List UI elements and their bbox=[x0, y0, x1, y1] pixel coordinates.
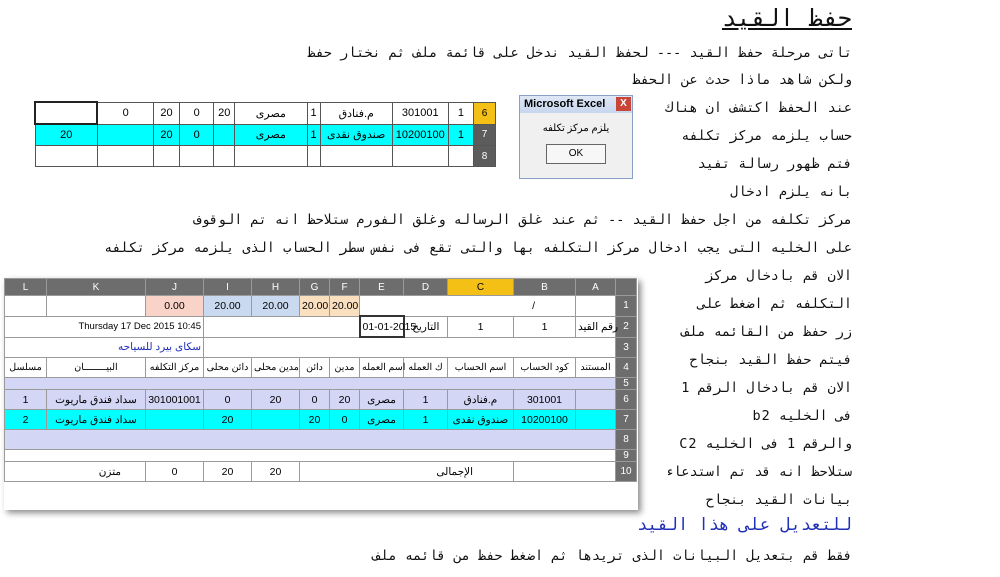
column-titles-row bbox=[5, 358, 637, 378]
cell[interactable] bbox=[47, 296, 146, 317]
cell[interactable] bbox=[146, 410, 204, 430]
sheet-row bbox=[5, 378, 637, 390]
cell[interactable]: 20.00 bbox=[300, 296, 330, 317]
table-row bbox=[35, 124, 496, 146]
grid-cell[interactable] bbox=[97, 146, 153, 167]
sheet-row bbox=[5, 450, 637, 462]
table-row bbox=[5, 390, 637, 410]
cell[interactable]: 0 bbox=[330, 410, 360, 430]
text-line: فتم ظهور رسالة تفيد bbox=[697, 156, 852, 172]
table-row bbox=[35, 102, 496, 124]
cell[interactable]: 20 bbox=[300, 410, 330, 430]
select-all-corner[interactable] bbox=[616, 279, 637, 296]
cell[interactable]: 20 bbox=[252, 390, 300, 410]
header-cell[interactable]: مدين bbox=[330, 358, 360, 378]
cell[interactable]: 20.00 bbox=[330, 296, 360, 317]
row-number[interactable]: 8 bbox=[616, 430, 637, 450]
ok-button[interactable]: OK bbox=[546, 144, 606, 164]
column-header[interactable]: F bbox=[330, 279, 360, 296]
cell[interactable]: سداد فندق ماريوت bbox=[47, 390, 146, 410]
cell[interactable]: 20 bbox=[204, 462, 252, 482]
sheet-row bbox=[5, 296, 637, 317]
row-number[interactable]: 7 bbox=[616, 410, 637, 430]
cell[interactable] bbox=[5, 378, 616, 390]
cell[interactable]: 1 bbox=[5, 390, 47, 410]
grid-cell[interactable] bbox=[320, 146, 392, 167]
grid-cell[interactable] bbox=[214, 146, 235, 167]
cell[interactable]: 301001001 bbox=[146, 390, 204, 410]
cell[interactable]: 20 bbox=[252, 462, 300, 482]
edit-heading: للتعديل على هذا القيد bbox=[637, 515, 852, 535]
cell[interactable]: 20 bbox=[204, 410, 252, 430]
date-cell[interactable]: 01-01-2015 bbox=[360, 316, 404, 337]
header-cell[interactable]: البيــــــــان bbox=[47, 358, 146, 378]
row-number[interactable]: 7 bbox=[474, 124, 496, 146]
header-cell[interactable]: مدين محلى bbox=[252, 358, 300, 378]
column-header[interactable]: L bbox=[5, 279, 47, 296]
sheet-row bbox=[5, 337, 637, 358]
grid-cell[interactable] bbox=[392, 146, 448, 167]
row-number[interactable]: 10 bbox=[616, 462, 637, 482]
grid-cell[interactable]: 1 bbox=[448, 124, 473, 146]
cell[interactable]: صندوق نقدى bbox=[448, 410, 514, 430]
cell[interactable]: 20.00 bbox=[204, 296, 252, 317]
cell[interactable]: 0 bbox=[146, 462, 204, 482]
row-number[interactable]: 3 bbox=[616, 337, 637, 358]
row-number[interactable]: 8 bbox=[474, 146, 496, 167]
grid-cell[interactable] bbox=[180, 146, 214, 167]
sheet-grid bbox=[4, 278, 637, 482]
grid-cell[interactable]: 20 bbox=[153, 124, 179, 146]
column-header[interactable]: G bbox=[300, 279, 330, 296]
cell[interactable]: 301001 bbox=[514, 390, 576, 410]
grid-cell[interactable]: 301001 bbox=[392, 102, 448, 124]
column-header[interactable]: E bbox=[360, 279, 404, 296]
column-header[interactable]: A bbox=[576, 279, 616, 296]
total-label[interactable]: الإجمالى bbox=[300, 462, 514, 482]
text-line: بانه يلزم ادخال bbox=[730, 184, 852, 200]
cell[interactable]: مصرى bbox=[360, 390, 404, 410]
cell[interactable]: 1 bbox=[404, 410, 448, 430]
column-header[interactable]: H bbox=[252, 279, 300, 296]
text-line: والرقم 1 فى الخليه C2 bbox=[679, 436, 852, 452]
cell[interactable]: م.فنادق bbox=[448, 390, 514, 410]
excel-message-dialog bbox=[519, 95, 633, 179]
header-cell[interactable]: كود الحساب bbox=[514, 358, 576, 378]
table-row bbox=[5, 410, 637, 430]
cell[interactable]: التاريخ bbox=[404, 316, 448, 337]
grid-cell[interactable]: 0 bbox=[180, 102, 214, 124]
text-line: زر حفظ من القائمه ملف bbox=[681, 324, 852, 340]
header-cell[interactable]: اسم الحساب bbox=[448, 358, 514, 378]
grid-cell[interactable] bbox=[307, 146, 320, 167]
text-line: فقط قم بتعديل البيانات الذى تريدها ثم اضغط حفظ من قائمه ملف bbox=[372, 548, 852, 564]
table-row bbox=[35, 146, 496, 167]
cell[interactable] bbox=[5, 450, 616, 462]
cell[interactable]: رقم القيد bbox=[576, 316, 616, 337]
text-line: ستلاحظ انه قد تم استدعاء bbox=[665, 464, 852, 480]
header-cell[interactable]: اسم العمله bbox=[360, 358, 404, 378]
grid-cell[interactable]: 20 bbox=[214, 102, 235, 124]
column-header[interactable]: J bbox=[146, 279, 204, 296]
grid-cell[interactable]: مصرى bbox=[235, 102, 307, 124]
cell[interactable] bbox=[576, 390, 616, 410]
row-number[interactable]: 6 bbox=[474, 102, 496, 124]
row-number[interactable]: 5 bbox=[616, 378, 637, 390]
cell[interactable]: 0.00 bbox=[146, 296, 204, 317]
row-number[interactable]: 9 bbox=[616, 450, 637, 462]
grid-cell[interactable]: 20 bbox=[153, 102, 179, 124]
cell[interactable] bbox=[514, 462, 616, 482]
grid-cell[interactable] bbox=[214, 124, 235, 146]
grid-cell[interactable]: 0 bbox=[180, 124, 214, 146]
grid-cell[interactable]: 1 bbox=[448, 102, 473, 124]
header-cell[interactable]: دائن محلى bbox=[204, 358, 252, 378]
column-header[interactable]: K bbox=[47, 279, 146, 296]
grid-cell[interactable] bbox=[448, 146, 473, 167]
text-line: على الخليه التى يجب ادخال مركز التكلفه بها والتى تقع فى نفس سطر الحساب الذى يلزمه مركز تكلفه bbox=[104, 240, 852, 256]
header-cell[interactable]: المستند bbox=[576, 358, 616, 378]
cell[interactable]: مصرى bbox=[360, 410, 404, 430]
grid-cell[interactable]: 10200100 bbox=[392, 124, 448, 146]
cell[interactable]: 2 bbox=[5, 410, 47, 430]
text-line: فى الخليه b2 bbox=[752, 408, 852, 424]
text-line: التكلفه ثم اضغط على bbox=[697, 296, 852, 312]
cell[interactable]: 1 bbox=[514, 316, 576, 337]
grid-cell[interactable] bbox=[97, 124, 153, 146]
grid-cell[interactable]: م.فنادق bbox=[320, 102, 392, 124]
top-grid bbox=[34, 101, 496, 167]
text-line: عند الحفظ اكتشف ان هناك bbox=[665, 100, 852, 116]
header-cell[interactable]: مركز التكلفه bbox=[146, 358, 204, 378]
date-time-cell[interactable]: Thursday 17 Dec 2015 10:45 bbox=[5, 316, 204, 337]
dialog-message: يلزم مركز تكلفه bbox=[542, 123, 610, 134]
cell[interactable] bbox=[204, 316, 360, 337]
row-number[interactable]: 1 bbox=[616, 296, 637, 317]
cell[interactable] bbox=[252, 410, 300, 430]
grid-cell[interactable]: 20 bbox=[35, 124, 97, 146]
text-line: مركز تكلفه من اجل حفظ القيد -- ثم عند غلق الرساله وغلق الفورم ستلاحظ انه تم الوقوف bbox=[193, 212, 852, 228]
column-header-row bbox=[5, 279, 637, 296]
cell[interactable]: 1 bbox=[404, 390, 448, 410]
column-header[interactable]: I bbox=[204, 279, 252, 296]
text-line: بيانات القيد بنجاح bbox=[705, 492, 852, 508]
cell[interactable]: سداد فندق ماريوت bbox=[47, 410, 146, 430]
cell[interactable]: 10200100 bbox=[514, 410, 576, 430]
grid-cell[interactable]: صندوق نقدى bbox=[320, 124, 392, 146]
column-header[interactable]: C bbox=[448, 279, 514, 296]
text-line: فيتم حفظ القيد بنجاح bbox=[689, 352, 852, 368]
sheet-row bbox=[5, 316, 637, 337]
totals-row bbox=[5, 462, 637, 482]
cell[interactable] bbox=[5, 430, 616, 450]
text-line: تاتى مرحلة حفظ القيد --- لحفظ القيد ندخل على قائمة ملف ثم نختار حفظ bbox=[307, 45, 852, 61]
text-line: ولكن شاهد ماذا حدث عن الحفظ bbox=[632, 72, 852, 88]
text-line: حساب يلزمه مركز تكلفه bbox=[681, 128, 852, 144]
row-number[interactable]: 2 bbox=[616, 316, 637, 337]
balance-status[interactable]: متزن bbox=[5, 462, 146, 482]
dialog-title-bar bbox=[520, 96, 632, 113]
text-line: الان قم بادخال مركز bbox=[705, 268, 852, 284]
grid-cell[interactable]: 0 bbox=[97, 102, 153, 124]
grid-cell[interactable] bbox=[235, 146, 307, 167]
dialog-title: Microsoft Excel bbox=[524, 98, 606, 110]
row-number[interactable]: 4 bbox=[616, 358, 637, 378]
table-row bbox=[5, 430, 637, 450]
header-cell[interactable]: ك العمله bbox=[404, 358, 448, 378]
close-icon[interactable]: X bbox=[616, 97, 631, 111]
grid-cell[interactable]: مصرى bbox=[235, 124, 307, 146]
page-title: حفظ القيد bbox=[721, 4, 852, 32]
column-header[interactable]: B bbox=[514, 279, 576, 296]
cell[interactable]: 20 bbox=[330, 390, 360, 410]
header-cell[interactable]: دائن bbox=[300, 358, 330, 378]
grid-cell[interactable]: 1 bbox=[307, 102, 320, 124]
header-cell[interactable]: مسلسل bbox=[5, 358, 47, 378]
cell[interactable] bbox=[5, 296, 47, 317]
cell[interactable]: / bbox=[360, 296, 576, 317]
grid-cell[interactable]: 1 bbox=[307, 124, 320, 146]
cell[interactable]: 0 bbox=[204, 390, 252, 410]
column-header[interactable]: D bbox=[404, 279, 448, 296]
cell[interactable] bbox=[576, 410, 616, 430]
grid-cell[interactable] bbox=[153, 146, 179, 167]
grid-cell[interactable] bbox=[35, 102, 97, 124]
text-line: الان قم بادخال الرقم 1 bbox=[681, 380, 852, 396]
cell[interactable]: 20.00 bbox=[252, 296, 300, 317]
cell[interactable] bbox=[576, 296, 616, 317]
cell[interactable] bbox=[204, 337, 616, 358]
cell[interactable]: 1 bbox=[448, 316, 514, 337]
grid-cell[interactable] bbox=[35, 146, 97, 167]
company-name[interactable]: سكاى بيرد للسياحه bbox=[5, 337, 204, 358]
row-number[interactable]: 6 bbox=[616, 390, 637, 410]
cell[interactable]: 0 bbox=[300, 390, 330, 410]
excel-sheet bbox=[4, 278, 638, 510]
